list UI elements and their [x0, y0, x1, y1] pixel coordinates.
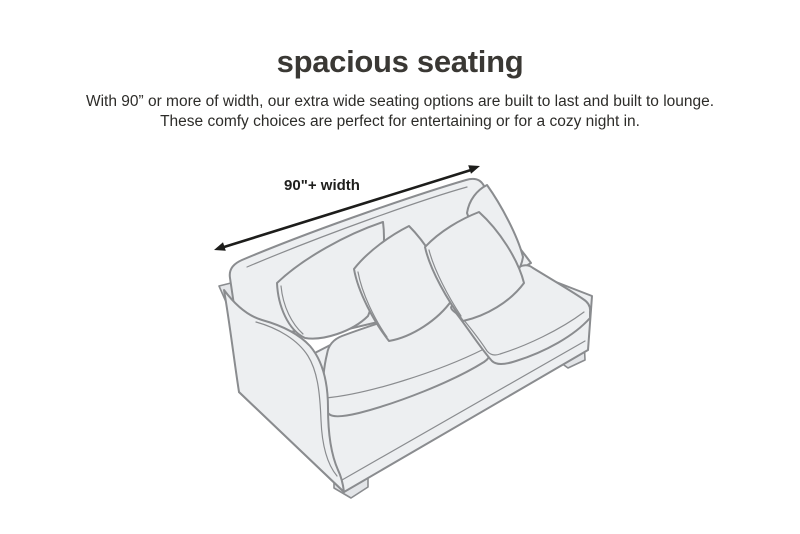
arrowhead-right-icon: [468, 165, 480, 174]
dimension-label: 90"+ width: [284, 177, 360, 194]
description-line-1: With 90” or more of width, our extra wide seating options are built to last and built to lounge.: [85, 93, 715, 110]
description-line-2: These comfy choices are perfect for entertaining or for a cozy night in.: [160, 112, 640, 130]
page-title: spacious seating: [276, 44, 524, 79]
arrowhead-left-icon: [214, 242, 226, 251]
